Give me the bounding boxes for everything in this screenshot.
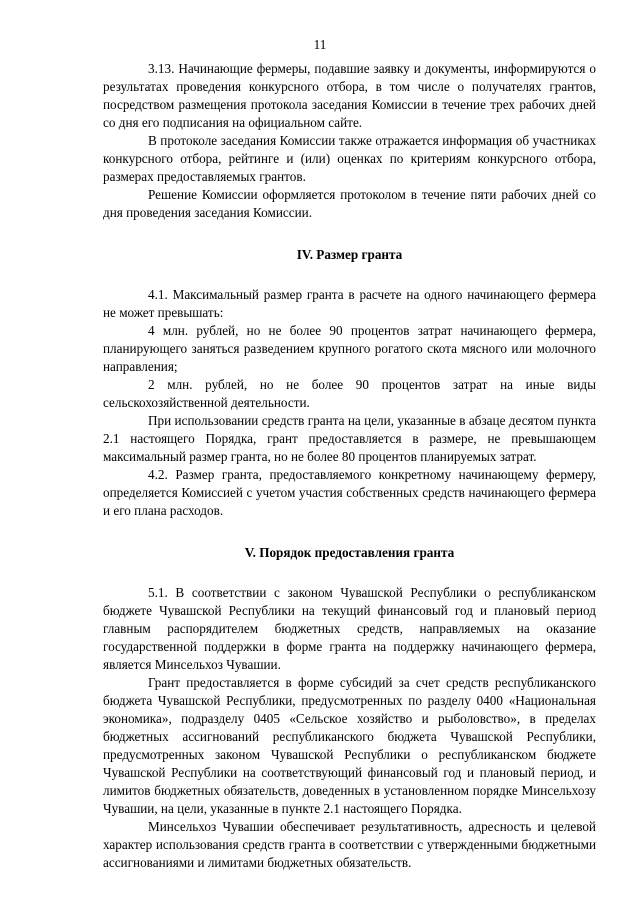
paragraph-3-13: 3.13. Начинающие фермеры, подавшие заявку и документы, информируются о результатах проведения конкурсного отбора, в том числе о получателях грантов, посредством размещения протокола заседания Комиссии в течение трех рабочих дней со дня его подписания на официальном сайте.: [103, 61, 596, 130]
paragraph-4-2: 4.2. Размер гранта, предоставляемого конкретному начинающему фермеру, определяется Комиссией с учетом участия собственных средств начинающего фермера и его плана расходов.: [103, 467, 596, 518]
section-heading-v: V. Порядок предоставления гранта: [244, 545, 455, 560]
page-number: 11: [313, 37, 327, 52]
paragraph-grant-4mln: 4 млн. рублей, но не более 90 процентов затрат начинающего фермера, планирующего заняться разведением крупного рогатого скота мясного или молочного направления;: [103, 323, 596, 374]
paragraph-protocol-info: В протоколе заседания Комиссии также отражается информация об участниках конкурсного отбора, рейтинге и (или) оценках по критериям конкурсного отбора, размерах предоставляемых грантов.: [103, 133, 596, 184]
paragraph-4-1: 4.1. Максимальный размер гранта в расчете на одного начинающего фермера не может превышать:: [103, 287, 596, 320]
section-heading-iv: IV. Размер гранта: [296, 247, 403, 262]
paragraph-grant-80-percent: При использовании средств гранта на цели, указанные в абзаце десятом пункта 2.1 настоящего Порядка, грант предоставляется в размере, не превышающем максимальный размер гранта, но не более 80 процентов планируемых затрат.: [103, 413, 596, 464]
paragraph-5-1: 5.1. В соответствии с законом Чувашской Республики о республиканском бюджете Чувашской Республики на текущий финансовый год и плановый период главным распорядителем бюджетных средств, направляемых на оказание государственной поддержки в форме гранта на поддержку начинающего фермера, является Минсельхоз Чувашии.: [103, 585, 596, 672]
paragraph-grant-subsidy: Грант предоставляется в форме субсидий за счет средств республиканского бюджета Чувашской Республики, предусмотренных по разделу 0400 «Национальная экономика», подразделу 0405 «Сельское хозяйство и рыболовство», в пределах бюджетных ассигнований республиканского бюджета Чувашской Республики, предусмотренных законом Чувашской Республики о республиканском бюджете Чувашской Республики на соответствующий финансовый год и плановый период, и лимитов бюджетных обязательств, доведенных в установленном порядке Минсельхозу Чувашии, на цели, указанные в пункте 2.1 настоящего Порядка.: [103, 675, 596, 816]
page-content: [103, 60, 596, 872]
section-spacer: [103, 264, 596, 286]
section-spacer: [103, 562, 596, 584]
paragraph-ministry-effectiveness: Минсельхоз Чувашии обеспечивает результативность, адресность и целевой характер использования средств гранта в соответствии с утвержденными бюджетными ассигнованиями и лимитами бюджетных обязательств.: [103, 819, 596, 870]
paragraph-grant-2mln: 2 млн. рублей, но не более 90 процентов затрат на иные виды сельскохозяйственной деятельности.: [103, 377, 596, 410]
section-spacer: [103, 222, 596, 246]
paragraph-commission-decision: Решение Комиссии оформляется протоколом в течение пяти рабочих дней со дня проведения заседания Комиссии.: [103, 187, 596, 220]
section-spacer: [103, 520, 596, 544]
